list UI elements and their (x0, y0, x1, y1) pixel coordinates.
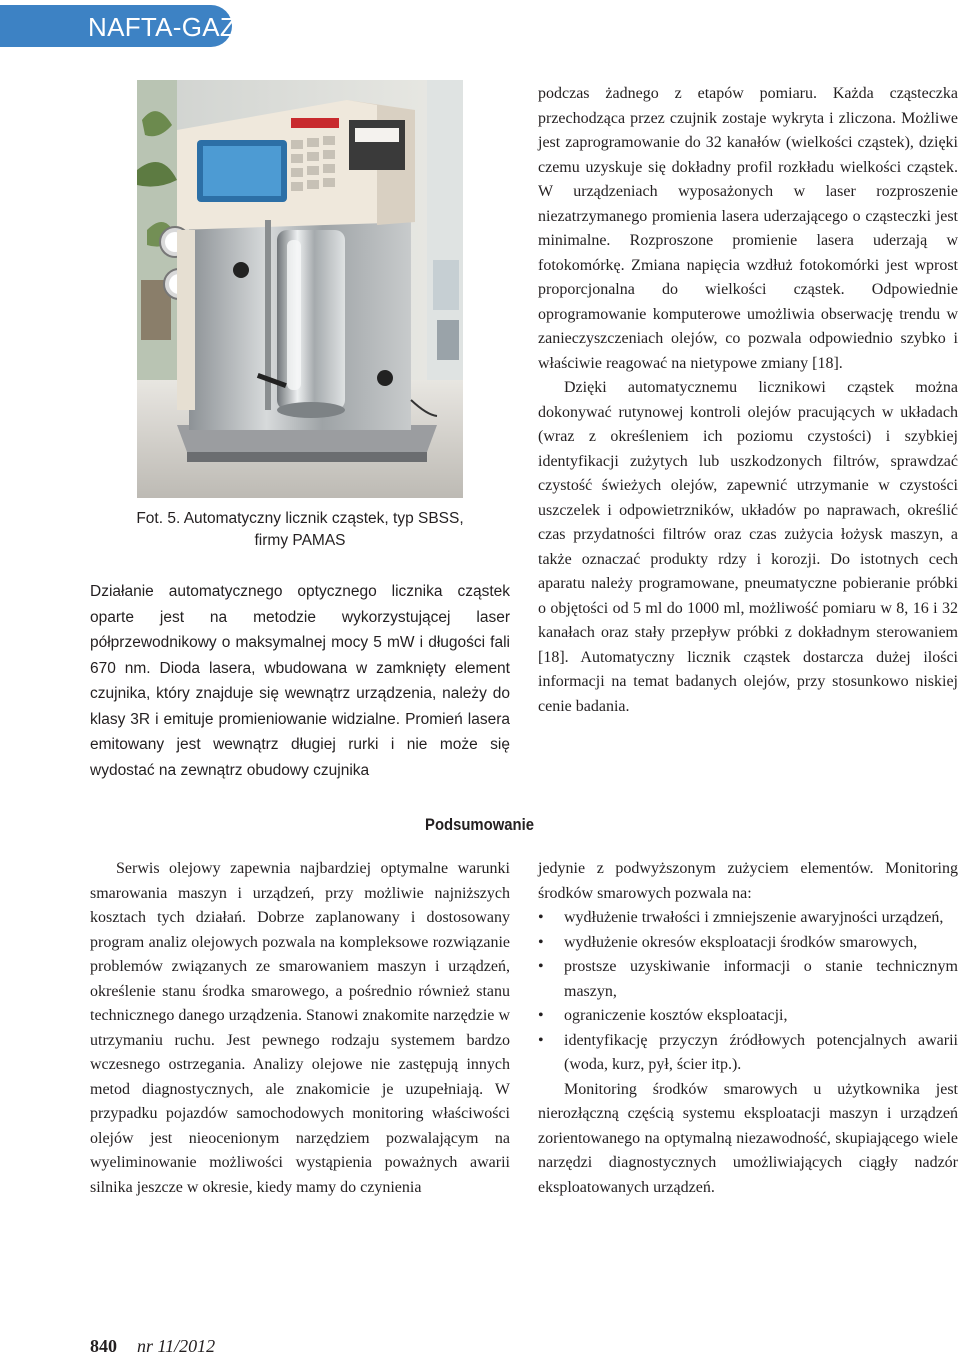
issue-number: nr 11/2012 (137, 1336, 216, 1356)
section-heading-summary (0, 812, 960, 838)
list-item: • ograniczenie kosztów eksploatacji, (538, 1004, 958, 1029)
laser-principle-paragraph: Działanie automatycznego optycznego licznika cząstek oparte jest na metodzie wykorzystującej laser półprzewodnikowy o maksymalnej mocy 5 mW i długości fali 670 nm. Dioda lasera, wbudowana w zamknięty element czujnika, który znajduje się wewnątrz urządzenia, należy do klasy 3R i emituje promieniowanie widzialne. Promień lasera emitowany jest wewnątrz długiej rurki i nie może się wydostać na zewnątrz obudowy czujnika (90, 583, 510, 779)
left-column-bottom-text (90, 857, 510, 1200)
page-footer (90, 1334, 215, 1358)
left-column-top-text (90, 579, 510, 783)
monitoring-intro: jedynie z podwyższonym zużyciem elementów. Monitoring środków smarowych pozwala na: (538, 860, 958, 902)
list-item: • prostsze uzyskiwanie informacji o stanie technicznym maszyn, (538, 955, 958, 1004)
list-item: • wydłużenie okresów eksploatacji środków smarowych, (538, 931, 958, 956)
figure-caption-line1: Fot. 5. Automatyczny licznik cząstek, typ SBSS, (136, 510, 464, 527)
right-column-top-text (538, 82, 958, 719)
figure-caption-line2: firmy PAMAS (254, 532, 346, 549)
section-heading-text: Podsumowanie (425, 816, 535, 834)
journal-title: NAFTA-GAZ (88, 12, 237, 42)
list-item: • wydłużenie trwałości i zmniejszenie awaryjności urządzeń, (538, 906, 958, 931)
closing-paragraph: Monitoring środków smarowych u użytkownika jest nierozłączną częścią systemu eksploatacji maszyn i urządzeń zorientowanego na optymalną niezawodność, skupiającego wiele narzędzi diagnostycznych umożliwiających ciągły nadzór eksploatowanych urządzeń. (538, 1080, 958, 1196)
summary-paragraph: Serwis olejowy zapewnia najbardziej optymalne warunki smarowania maszyn i urządzeń, przy możliwie najniższych kosztach tych działań. Dobrze zaplanowany i dostosowany program analiz olejowych pozwala na kompleksowe rozwiązanie problemów związanych ze smarowaniem maszyn i urządzeń, określenie stanu środka smarowego, a pośrednio również stanu technicznego danego urządzenia. Stanowi znakomite narzędzie w utrzymaniu ruchu. Jest pewnego rodzaju systemem bardzo wczesnego ostrzegania. Analizy olejowe nie zastępują innych metod diagnostycznych, ale znakomicie je uzupełniają. W przypadku pojazdów samochodowych monitoring właściwości olejów jest nieocenionym narzędziem pozwalającym na wyeliminowanie możliwości wystąpienia poważnych awarii silnika jeszcze w okresie, kiedy mamy do czynienia (90, 860, 510, 1196)
page-number: 840 (90, 1336, 117, 1356)
detection-paragraph: podczas żadnego z etapów pomiaru. Każda cząsteczka przechodząca przez czujnik zostaje wykryta i zliczona. Możliwe jest zaprogramowanie do 32 kanałów (wielkości cząstek), dzięki czemu uzyskuje się dokładny profil rozkładu wielkości cząstek. W urządzeniach wyposażonych w laser rozproszenie niezatrzymanego promienia lasera uderzającego o cząsteczki jest minimalne. Rozproszone promienie lasera uderzają w fotokomórkę. Zmiana napięcia wzdłuż fotokomórki jest wprost proporcjonalna do wielkości cząstek. Odpowiednie oprogramowanie komputerowe umożliwia obserwację trendu w zanieczyszczeniach olejów, co pozwala odpowiednio szybko i właściwie reagować na nietypowe zmiany [18]. (538, 85, 958, 372)
automatic-particle-counter-photo (137, 80, 463, 498)
figure-caption (90, 508, 510, 552)
benefits-list (538, 906, 958, 1078)
right-column-bottom-text (538, 857, 958, 1200)
applications-paragraph: Dzięki automatycznemu licznikowi cząstek można dokonywać rutynowej kontroli olejów pracujących w układach (wraz z określeniem ich poziomu czystości) i szybkiej identyfikacji zużytych lub uszkodzonych filtrów, sprawdzać czystość świeżych olejów, zapewnić utrzymanie w czystości uszczelek i odpowietrzników, układów po naprawach, określić czas przydatności filtrów oraz czas zużycia łożysk maszyn, a także oznaczać produkty rdzy i korozji. Do istotnych cech aparatu należy programowane, pneumatyczne pobieranie próbki o objętości od 5 ml do 1000 ml, możliwość pomiaru w 8, 16 i 32 kanałach oraz stały przepływ próbki z dokładnym sterowaniem [18]. Automatyczny licznik cząstek dostarcza dużej ilości informacji na temat badanych olejów, przy stosunkowo niskiej cenie badania. (538, 379, 958, 715)
list-item: • identyfikację przyczyn źródłowych potencjalnych awarii (woda, kurz, pył, ścier itp.). (538, 1029, 958, 1078)
